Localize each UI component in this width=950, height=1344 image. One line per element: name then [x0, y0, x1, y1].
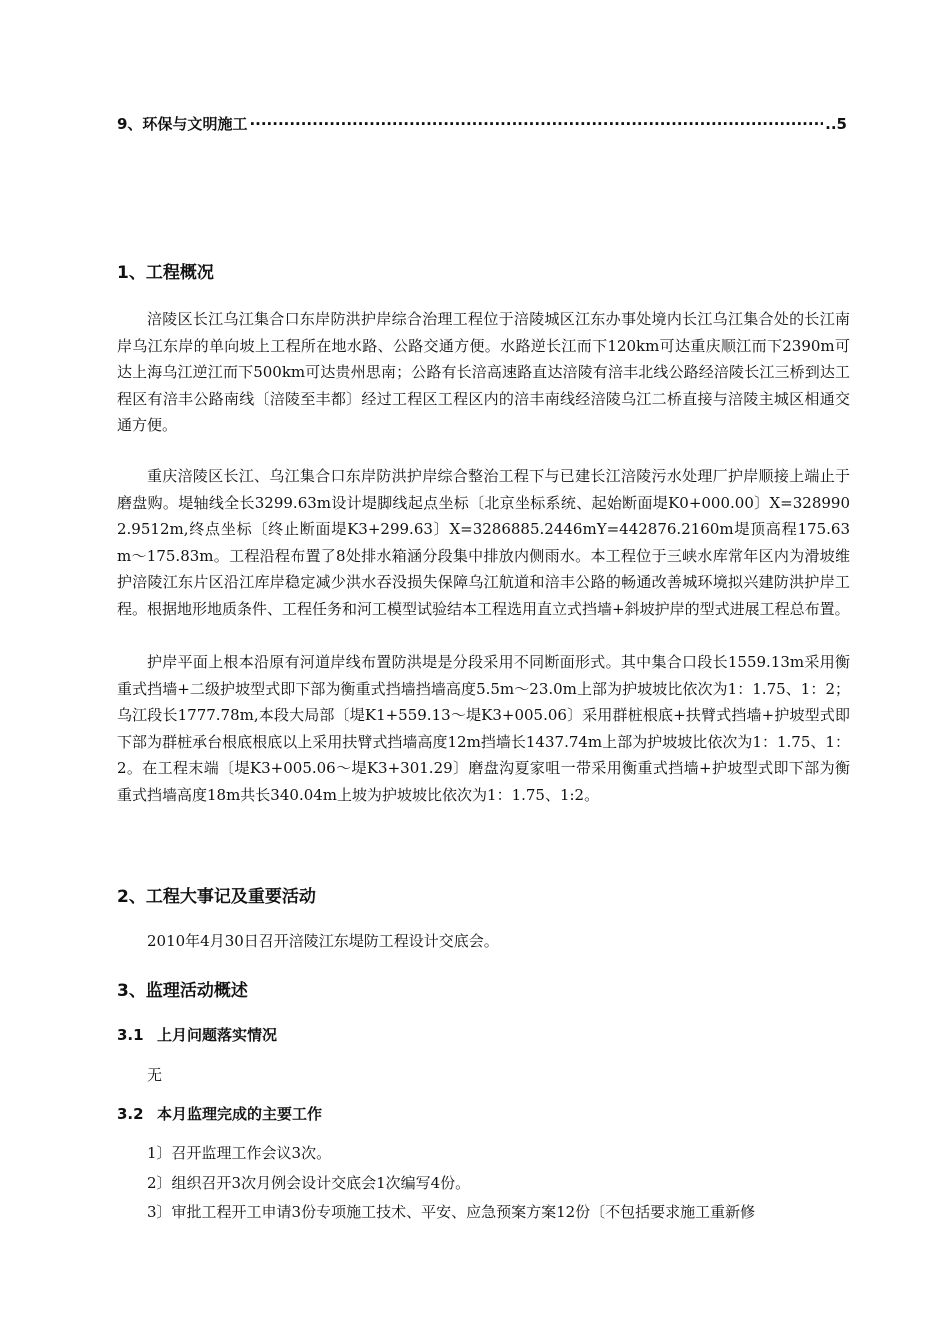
work-item-1: 1〕召开监理工作会议3次。	[147, 1144, 332, 1162]
section-heading-events: 2、工程大事记及重要活动	[117, 887, 316, 907]
subsection-number: 3.2	[117, 1105, 144, 1123]
toc-leader-dots	[249, 115, 823, 133]
toc-entry-page: ..5	[825, 115, 847, 133]
overview-paragraph-2: 重庆涪陵区长江、乌江集合口东岸防洪护岸综合整治工程下与已建长江涪陵污水处理厂护岸顺接上端止于磨盘购。堤轴线全长3299.63m设计堤脚线起点坐标〔北京坐标系统、起始断面堤K0+000.00〕X=3289902.9512m,终点坐标〔终止断面堤K3+299.63〕X=3286885.2446mY=442876.2160m堤顶高程175.63m～175.83m。工程沿程布置了8处排水箱涵分段集中排放内侧雨水。本工程位于三峡水库常年区内为滑坡维护涪陵江东片区沿江库岸稳定减少洪水吞没损失保障乌江航道和涪丰公路的畅通改善城环境拟兴建防洪护岸工程。根据地形地质条件、工程任务和河工模型试验结本工程选用直立式挡墙+斜坡护岸的型式进展工程总布置。	[117, 467, 850, 618]
events-text: 2010年4月30日召开涪陵江东堤防工程设计交底会。	[147, 932, 499, 950]
subsection-title: 本月监理完成的主要工作	[157, 1105, 323, 1123]
subsection-heading-this-month	[117, 1103, 322, 1124]
section-heading-overview: 1、工程概况	[117, 263, 214, 283]
section-heading-supervision: 3、监理活动概述	[117, 981, 248, 1001]
last-month-text: 无	[147, 1066, 163, 1084]
work-item-2: 2〕组织召开3次月例会设计交底会1次编写4份。	[147, 1174, 471, 1192]
subsection-heading-last-month	[117, 1024, 277, 1045]
subsection-title: 上月问题落实情况	[157, 1026, 278, 1044]
toc-entry[interactable]	[117, 113, 847, 134]
toc-entry-label: 9、环保与文明施工	[117, 115, 248, 133]
overview-paragraph-3: 护岸平面上根本沿原有河道岸线布置防洪堤是分段采用不同断面形式。其中集合口段长1559.13m采用衡重式挡墙+二级护坡型式即下部为衡重式挡墙挡墙高度5.5m～23.0m上部为护坡坡比依次为1：1.75、1：2；乌江段长1777.78m,本段大局部〔堤K1+559.13～堤K3+005.06〕采用群桩根底+扶臂式挡墙+护坡型式即下部为群桩承台根底根底以上采用扶臂式挡墙高度12m挡墙长1437.74m上部为护坡坡比依次为1：1.75、1：2。在工程末端〔堤K3+005.06～堤K3+301.29〕磨盘沟夏家咀一带采用衡重式挡墙+护坡型式即下部为衡重式挡墙高度18m共长340.04m上坡为护坡坡比依次为1：1.75、1:2。	[117, 653, 850, 804]
work-item-3: 3〕审批工程开工申请3份专项施工技术、平安、应急预案方案12份〔不包括要求施工重新修	[147, 1203, 756, 1221]
overview-paragraph-1: 涪陵区长江乌江集合口东岸防洪护岸综合治理工程位于涪陵城区江东办事处境内长江乌江集合处的长江南岸乌江东岸的单向坡上工程所在地水路、公路交通方便。水路逆长江而下120km可达重庆顺江而下2390m可达上海乌江逆江而下500km可达贵州思南；公路有长涪高速路直达涪陵有涪丰北线公路经涪陵长江三桥到达工程区有涪丰公路南线〔涪陵至丰都〕经过工程区工程区内的涪丰南线经涪陵乌江二桥直接与涪陵主城区相通交通方便。	[117, 310, 850, 434]
subsection-number: 3.1	[117, 1026, 144, 1044]
